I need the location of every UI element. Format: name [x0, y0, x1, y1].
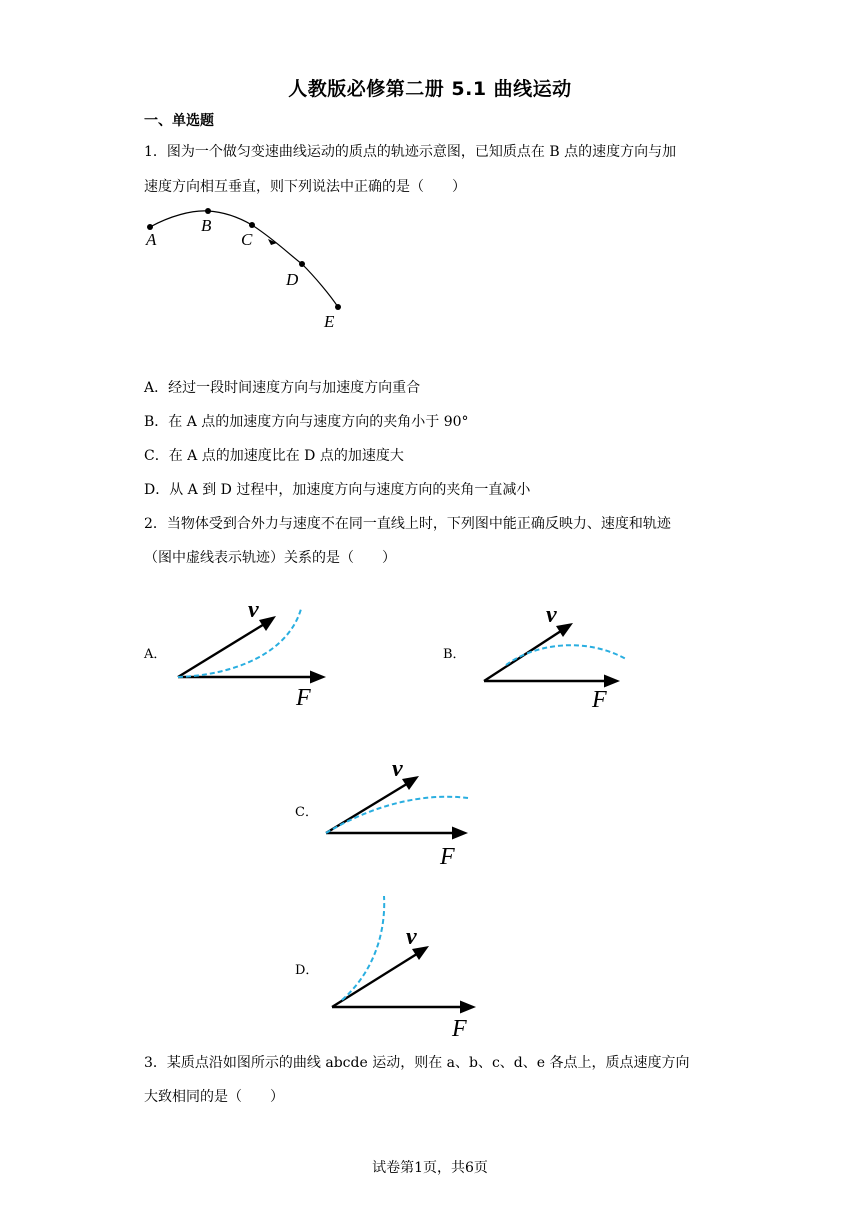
q2-option-d-velocity-label: v: [406, 924, 417, 950]
section-heading: 一、单选题: [144, 113, 214, 129]
q2-option-a-force-label: F: [296, 685, 311, 711]
q1-stem-line2: 速度方向相互垂直，则下列说法中正确的是（ ）: [144, 179, 466, 195]
q1-point-e-label: E: [324, 312, 335, 331]
q2-stem-line1: 2．当物体受到合外力与速度不在同一直线上时，下列图中能正确反映力、速度和轨迹: [144, 516, 671, 532]
q2-option-a-figure: [170, 595, 340, 715]
q1-trajectory-curve: [150, 211, 338, 307]
q1-point-b-label: B: [201, 216, 212, 235]
q2-option-d-trajectory: [342, 896, 384, 1000]
q1-stem-line1: 1．图为一个做匀变速曲线运动的质点的轨迹示意图，已知质点在 B 点的速度方向与加: [144, 144, 677, 160]
q1-point-a-label: A: [146, 230, 157, 249]
q1-point-c-label: C: [241, 230, 253, 249]
q1-trajectory-figure: [140, 200, 360, 335]
q2-option-c-trajectory: [326, 797, 468, 833]
q2-option-b-label: B．: [443, 647, 466, 662]
q2-option-c-velocity-label: v: [392, 756, 403, 782]
q1-point-d-label: D: [286, 270, 299, 289]
q2-option-c-force-label: F: [440, 844, 455, 870]
q2-option-b-velocity-label: v: [546, 602, 557, 628]
q2-option-c-label: C．: [295, 805, 318, 820]
q1-option-c: C．在 A 点的加速度比在 D 点的加速度大: [144, 448, 404, 464]
q1-option-d: D．从 A 到 D 过程中，加速度方向与速度方向的夹角一直减小: [144, 482, 531, 498]
q1-point-b-dot: [205, 208, 211, 214]
q1-point-c-dot: [249, 222, 255, 228]
q2-stem-line2: （图中虚线表示轨迹）关系的是（ ）: [144, 550, 396, 566]
q2-option-c-figure: [318, 752, 488, 872]
page-footer: 试卷第1页，共6页: [372, 1160, 488, 1176]
q3-stem-line2: 大致相同的是（ ）: [144, 1089, 284, 1105]
q2-option-b-trajectory: [506, 645, 626, 665]
q1-option-a: A．经过一段时间速度方向与加速度方向重合: [144, 380, 421, 396]
q1-option-b: B．在 A 点的加速度方向与速度方向的夹角小于 90°: [144, 414, 469, 430]
q2-option-d-force-label: F: [452, 1016, 467, 1042]
q1-point-e-dot: [335, 304, 341, 310]
q2-option-a-velocity-label: v: [248, 597, 259, 623]
q2-option-d-figure: [324, 892, 494, 1042]
q2-option-d-label: D．: [295, 963, 319, 978]
q2-option-a-label: A．: [144, 647, 167, 662]
q2-option-b-figure: [476, 595, 646, 715]
q2-option-b-force-label: F: [592, 687, 607, 713]
q1-point-d-dot: [299, 261, 305, 267]
q3-stem-line1: 3．某质点沿如图所示的曲线 abcde 运动，则在 a、b、c、d、e 各点上，质点速度方向: [144, 1055, 690, 1071]
page-title: 人教版必修第二册 5.1 曲线运动: [288, 78, 572, 100]
